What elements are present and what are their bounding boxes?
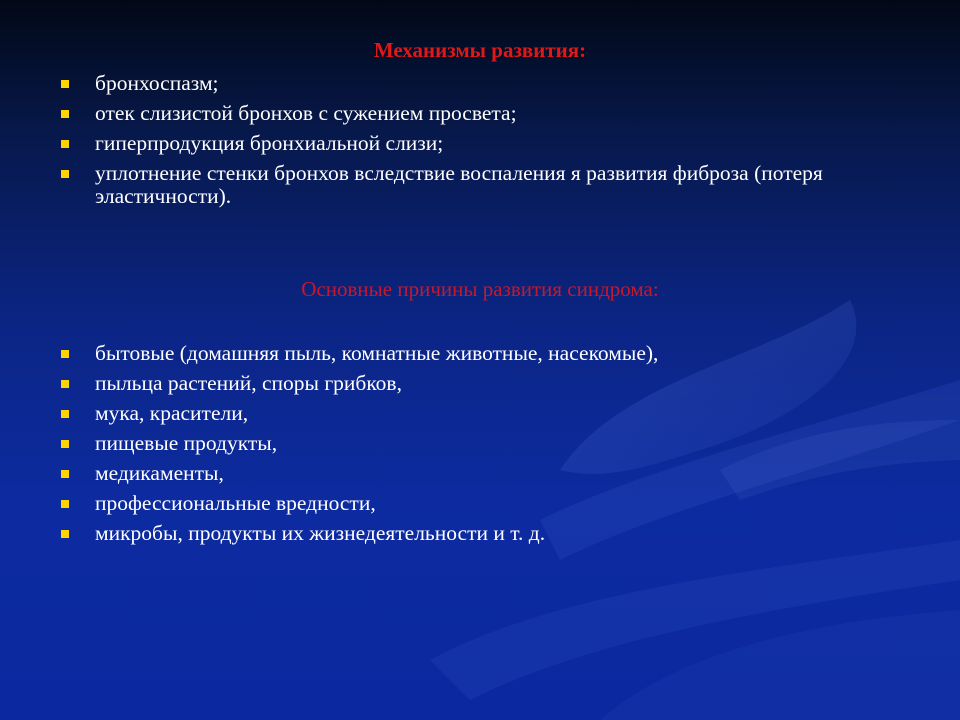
square-bullet-icon	[61, 110, 69, 118]
square-bullet-icon	[61, 380, 69, 388]
square-bullet-icon	[61, 140, 69, 148]
list-item-text: уплотнение стенки бронхов вследствие воспаления я развития фиброза (потеря эластичности).	[95, 161, 823, 208]
square-bullet-icon	[61, 440, 69, 448]
square-bullet-icon	[61, 410, 69, 418]
list-item-text: мука, красители,	[95, 401, 249, 425]
list-item	[57, 102, 917, 125]
square-bullet-icon	[61, 170, 69, 178]
list-item	[57, 462, 917, 485]
list-item-text: бронхоспазм;	[95, 71, 219, 95]
list-item-text: микробы, продукты их жизнедеятельности и т. д.	[95, 521, 546, 545]
list-item	[57, 402, 917, 425]
list-item	[57, 492, 917, 515]
list-item	[57, 72, 917, 95]
mechanisms-list	[57, 72, 917, 215]
list-item-text: профессиональные вредности,	[95, 491, 376, 515]
list-item-text: гиперпродукция бронхиальной слизи;	[95, 131, 444, 155]
list-item-text: бытовые (домашняя пыль, комнатные животные, насекомые),	[95, 341, 659, 365]
heading-causes: Основные причины развития синдрома:	[301, 277, 659, 301]
list-item-text: пыльца растений, споры грибков,	[95, 371, 402, 395]
list-item-text: отек слизистой бронхов с сужением просвета;	[95, 101, 517, 125]
heading-mechanisms: Механизмы развития:	[373, 38, 587, 62]
list-item	[57, 162, 917, 208]
list-item	[57, 132, 917, 155]
list-item	[57, 342, 917, 365]
list-item	[57, 522, 917, 545]
list-item-text: пищевые продукты,	[95, 431, 278, 455]
square-bullet-icon	[61, 470, 69, 478]
list-item	[57, 372, 917, 395]
causes-list	[57, 342, 917, 552]
square-bullet-icon	[61, 530, 69, 538]
square-bullet-icon	[61, 350, 69, 358]
list-item	[57, 432, 917, 455]
square-bullet-icon	[61, 500, 69, 508]
list-item-text: медикаменты,	[95, 461, 224, 485]
square-bullet-icon	[61, 80, 69, 88]
